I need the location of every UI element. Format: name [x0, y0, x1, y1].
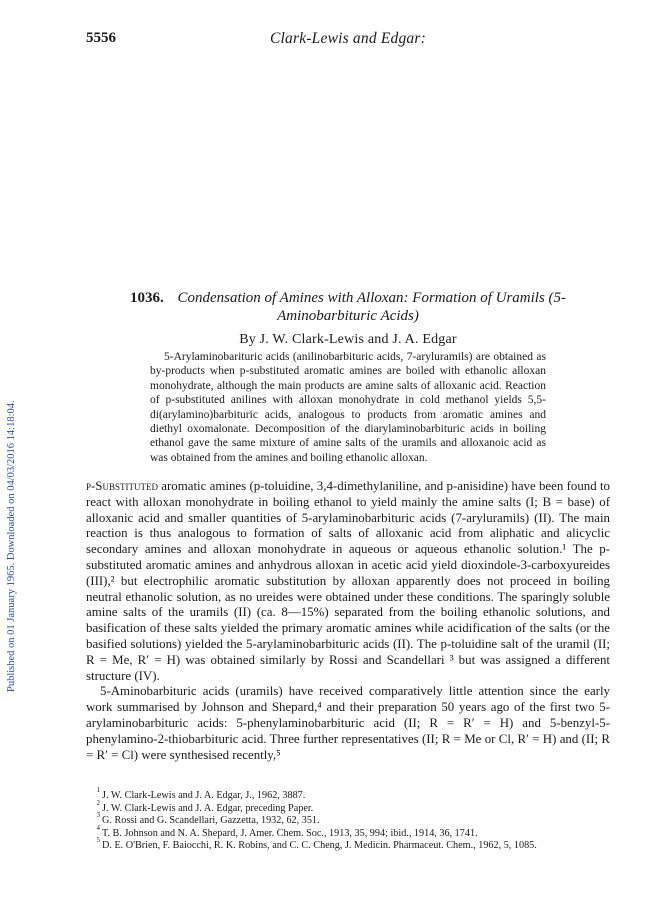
article-title: Condensation of Amines with Alloxan: Formation of Uramils (5-Aminobarbituric Acids)	[177, 290, 567, 324]
footnote-text: D. E. O'Brien, F. Baiocchi, R. K. Robins, and C. C. Cheng, J. Medicin. Pharmaceut. Chem., 1962, 5, 1085.	[102, 840, 537, 852]
article-heading	[86, 289, 610, 348]
author-byline: By J. W. Clark-Lewis and J. A. Edgar	[239, 332, 457, 347]
running-title: Clark-Lewis and Edgar:	[270, 30, 426, 47]
page-number: 5556	[86, 30, 116, 46]
footnote-text: J. W. Clark-Lewis and J. A. Edgar, J., 1962, 3887.	[102, 790, 306, 801]
running-header	[86, 30, 610, 52]
article-title-block	[86, 289, 610, 325]
paragraph-2: 5-Aminobarbituric acids (uramils) have received comparatively little attention since the early work summarised by Johnson and Shepard,⁴ and their preparation 50 years ago of the first two 5-arylaminobarbituric acids: 5-phenylaminobarbituric acid (II; R = R′ = H) and 5-benzyl-5-phenylamino-2-thiobarbituric acid. Three further representatives (II; R = Me or Cl, R′ = H) and (II; R = R′ = Cl) were synthesised recently,⁵	[86, 684, 610, 762]
footnote-text: J. W. Clark-Lewis and J. A. Edgar, preceding Paper.	[102, 802, 314, 814]
paragraph-lead: p-Substituted	[86, 479, 158, 493]
publication-sidebar	[6, 232, 20, 692]
footnote: $^5$ D. E. O'Brien, F. Baiocchi, R. K. Robins, and C. C. Cheng, J. Medicin. Pharmaceut. Chem., 1962, 5, 1085.	[96, 836, 537, 852]
footnotes	[86, 786, 610, 853]
main-text	[86, 479, 610, 763]
footnote: $^1$ J. W. Clark-Lewis and J. A. Edgar, J., 1962, 3887.	[96, 786, 306, 801]
paragraph-1-text: aromatic amines (p-toluidine, 3,4-dimethylaniline, and p-anisidine) have been found to react with alloxan monohydrate in boiling ethanol to yield mainly the amine salts (I; B = base) of alloxanic acid and smaller quantities of 5-arylaminobarbituric acids (7-aryluramils) (II). The main reaction is thus analogous to formation of salts of alloxanic acid from aliphatic and alicyclic secondary amines and alloxan monohydrate in aqueous or aqueous ethanolic solution.¹ The p-substituted aromatic amines and anhydrous alloxan in acetic acid yield dioxindole-3-carboxyureides (III),² but electrophilic aromatic substitution by alloxan apparently does not proceed in boiling neutral ethanolic solution, as no ureides were obtained under these conditions. The sparingly soluble amine salts of the uramils (II) (ca. 8—15%) separated from the boiling ethanolic solutions, and basification of these salts yielded the primary aromatic amines while acidification of the salts (or the basified solutions) yielded the 5-arylaminobarbituric acids (II). The p-toluidine salt of the uramil (II; R = Me, R′ = H) was obtained similarly by Rossi and Scandellari ³ but was assigned a different structure (IV).	[86, 479, 610, 683]
footnote: $^3$ G. Rossi and G. Scandellari, Gazzetta, 1932, 62, 351.	[96, 811, 320, 827]
article-number: 1036.	[129, 290, 164, 306]
publication-note[interactable]: Published on 01 January 1965. Downloaded on 04/03/2016 14:18:04.	[6, 400, 17, 692]
footnote: $^2$ J. W. Clark-Lewis and J. A. Edgar, preceding Paper.	[96, 798, 314, 814]
footnote: $^4$ T. B. Johnson and N. A. Shepard, J. Amer. Chem. Soc., 1913, 35, 994; ibid., 1914, 36, 1741.	[96, 823, 478, 839]
abstract: 5-Arylaminobarituric acids (anilinobarbituric acids, 7-aryluramils) are obtained as by-products when p-substituted aromatic amines are boiled with ethanolic alloxan monohydrate, although the main products are amine salts of alloxanic acid. Reaction of p-substituted anilines with alloxan monohydrate in cold methanol yields 5,5-di(arylamino)barbituric acids, analogous to products from aromatic amines and diethyl oxomalonate. Decomposition of the diarylaminobarbituric acids in boiling ethanol gave the same mixture of amine salts of the uramils and alloxanoic acid as was obtained from the amines and boiling ethanolic alloxan.	[150, 351, 546, 464]
footnote-text: G. Rossi and G. Scandellari, Gazzetta, 1932, 62, 351.	[102, 815, 320, 827]
paragraph-1	[86, 479, 610, 684]
footnote-text: T. B. Johnson and N. A. Shepard, J. Amer. Chem. Soc., 1913, 35, 994; ibid., 1914, 36, 1741.	[102, 827, 478, 839]
